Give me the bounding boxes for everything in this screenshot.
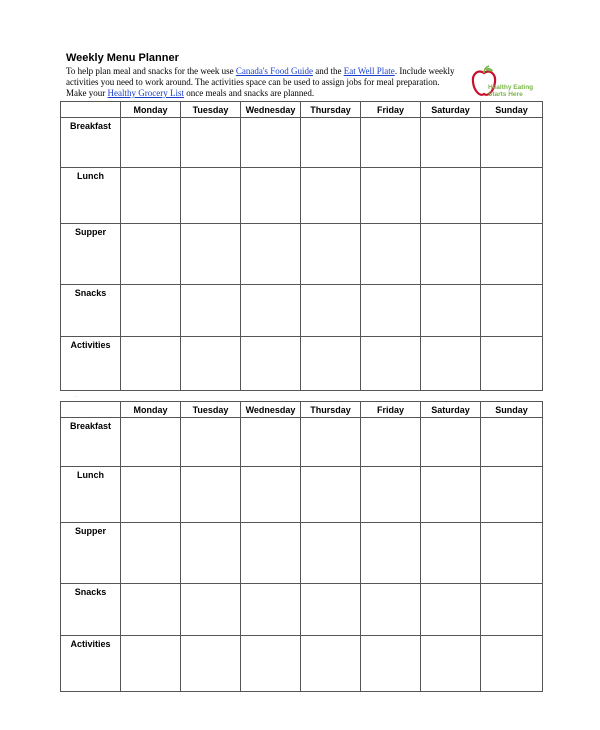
row-label-breakfast: Breakfast xyxy=(61,118,121,168)
table-row xyxy=(61,285,543,337)
row-label-lunch: Lunch xyxy=(61,168,121,224)
meal-cell[interactable] xyxy=(181,418,241,467)
meal-cell[interactable] xyxy=(361,168,421,224)
header-row xyxy=(61,102,543,118)
meal-cell[interactable] xyxy=(481,523,543,584)
meal-cell[interactable] xyxy=(121,224,181,285)
table-row xyxy=(61,118,543,168)
meal-cell[interactable] xyxy=(181,285,241,337)
day-header: Thursday xyxy=(301,402,361,418)
meal-cell[interactable] xyxy=(181,584,241,636)
activity-cell[interactable] xyxy=(301,636,361,692)
day-header: Saturday xyxy=(421,102,481,118)
meal-cell[interactable] xyxy=(181,118,241,168)
canadas-food-guide-link[interactable]: Canada's Food Guide xyxy=(235,66,313,76)
activity-cell[interactable] xyxy=(481,636,543,692)
activity-cell[interactable] xyxy=(481,337,543,391)
intro-part-1: To help plan meal and snacks for the week use xyxy=(66,66,236,76)
day-header: Wednesday xyxy=(241,402,301,418)
meal-cell[interactable] xyxy=(241,584,301,636)
logo-line-2: Starts Here xyxy=(488,91,523,98)
meal-cell[interactable] xyxy=(241,224,301,285)
meal-cell[interactable] xyxy=(121,118,181,168)
activity-cell[interactable] xyxy=(181,337,241,391)
activity-cell[interactable] xyxy=(121,636,181,692)
row-label-supper: Supper xyxy=(61,523,121,584)
meal-cell[interactable] xyxy=(421,285,481,337)
separator-dot: · xyxy=(75,394,77,400)
table-row xyxy=(61,636,543,692)
meal-cell[interactable] xyxy=(241,467,301,523)
meal-cell[interactable] xyxy=(361,285,421,337)
activity-cell[interactable] xyxy=(241,636,301,692)
meal-cell[interactable] xyxy=(421,118,481,168)
meal-cell[interactable] xyxy=(361,467,421,523)
activity-cell[interactable] xyxy=(361,636,421,692)
intro-part-4: once meals and snacks are planned. xyxy=(183,88,315,98)
meal-cell[interactable] xyxy=(241,418,301,467)
row-label-activities: Activities xyxy=(61,636,121,692)
meal-cell[interactable] xyxy=(421,584,481,636)
meal-cell[interactable] xyxy=(121,418,181,467)
intro-part-2: and the xyxy=(312,66,344,76)
meal-cell[interactable] xyxy=(301,168,361,224)
meal-cell[interactable] xyxy=(481,118,543,168)
meal-cell[interactable] xyxy=(301,467,361,523)
meal-cell[interactable] xyxy=(421,523,481,584)
activity-cell[interactable] xyxy=(421,337,481,391)
intro-part-3: . Include weekly activities you need to work around. The activities space can be used to assign jobs for meal preparation. Make your xyxy=(66,66,455,98)
activity-cell[interactable] xyxy=(121,337,181,391)
meal-cell[interactable] xyxy=(361,118,421,168)
activity-cell[interactable] xyxy=(181,636,241,692)
day-header: Friday xyxy=(361,102,421,118)
meal-cell[interactable] xyxy=(121,584,181,636)
logo-line-1: Healthy Eating xyxy=(488,84,534,91)
meal-cell[interactable] xyxy=(241,118,301,168)
meal-cell[interactable] xyxy=(181,467,241,523)
weekly-planner-table-2 xyxy=(60,401,543,692)
table-row xyxy=(61,418,543,467)
meal-cell[interactable] xyxy=(301,285,361,337)
meal-cell[interactable] xyxy=(361,523,421,584)
meal-cell[interactable] xyxy=(241,168,301,224)
meal-cell[interactable] xyxy=(301,523,361,584)
meal-cell[interactable] xyxy=(421,467,481,523)
activity-cell[interactable] xyxy=(241,337,301,391)
day-header: Sunday xyxy=(481,102,543,118)
logo-text xyxy=(488,84,533,98)
meal-cell[interactable] xyxy=(121,168,181,224)
row-label-lunch: Lunch xyxy=(61,467,121,523)
meal-cell[interactable] xyxy=(241,285,301,337)
day-header: Friday xyxy=(361,402,421,418)
day-header: Wednesday xyxy=(241,102,301,118)
weekly-planner-table-1 xyxy=(60,101,543,391)
row-label-supper: Supper xyxy=(61,224,121,285)
row-label-activities: Activities xyxy=(61,337,121,391)
meal-cell[interactable] xyxy=(481,168,543,224)
table-row xyxy=(61,168,543,224)
meal-cell[interactable] xyxy=(421,224,481,285)
row-label-snacks: Snacks xyxy=(61,584,121,636)
meal-cell[interactable] xyxy=(121,467,181,523)
meal-cell[interactable] xyxy=(181,168,241,224)
table-row xyxy=(61,337,543,391)
day-header: Monday xyxy=(121,402,181,418)
table-row xyxy=(61,467,543,523)
row-label-snacks: Snacks xyxy=(61,285,121,337)
meal-cell[interactable] xyxy=(361,418,421,467)
meal-cell[interactable] xyxy=(241,523,301,584)
meal-cell[interactable] xyxy=(121,285,181,337)
intro-text xyxy=(66,66,461,99)
day-header: Tuesday xyxy=(181,402,241,418)
activity-cell[interactable] xyxy=(421,636,481,692)
table-row xyxy=(61,523,543,584)
meal-cell[interactable] xyxy=(121,523,181,584)
meal-cell[interactable] xyxy=(481,467,543,523)
eat-well-plate-link[interactable]: Eat Well Plate xyxy=(343,66,395,76)
meal-cell[interactable] xyxy=(421,418,481,467)
day-header: Monday xyxy=(121,102,181,118)
day-header: Saturday xyxy=(421,402,481,418)
meal-cell[interactable] xyxy=(301,584,361,636)
healthy-grocery-list-link[interactable]: Healthy Grocery List xyxy=(107,88,184,98)
meal-cell[interactable] xyxy=(181,523,241,584)
activity-cell[interactable] xyxy=(361,337,421,391)
meal-cell[interactable] xyxy=(301,224,361,285)
table-row xyxy=(61,224,543,285)
day-header: Thursday xyxy=(301,102,361,118)
activity-cell[interactable] xyxy=(301,337,361,391)
meal-cell[interactable] xyxy=(301,418,361,467)
day-header: Sunday xyxy=(481,402,543,418)
row-label-breakfast: Breakfast xyxy=(61,418,121,467)
meal-cell[interactable] xyxy=(181,224,241,285)
meal-cell[interactable] xyxy=(361,584,421,636)
meal-cell[interactable] xyxy=(481,584,543,636)
meal-cell[interactable] xyxy=(361,224,421,285)
meal-cell[interactable] xyxy=(481,224,543,285)
page-title: Weekly Menu Planner xyxy=(66,52,179,64)
header-row xyxy=(61,402,543,418)
meal-cell[interactable] xyxy=(481,285,543,337)
meal-cell[interactable] xyxy=(301,118,361,168)
meal-cell[interactable] xyxy=(421,168,481,224)
corner-cell xyxy=(61,102,121,118)
table-row xyxy=(61,584,543,636)
meal-cell[interactable] xyxy=(481,418,543,467)
day-header: Tuesday xyxy=(181,102,241,118)
corner-cell xyxy=(61,402,121,418)
